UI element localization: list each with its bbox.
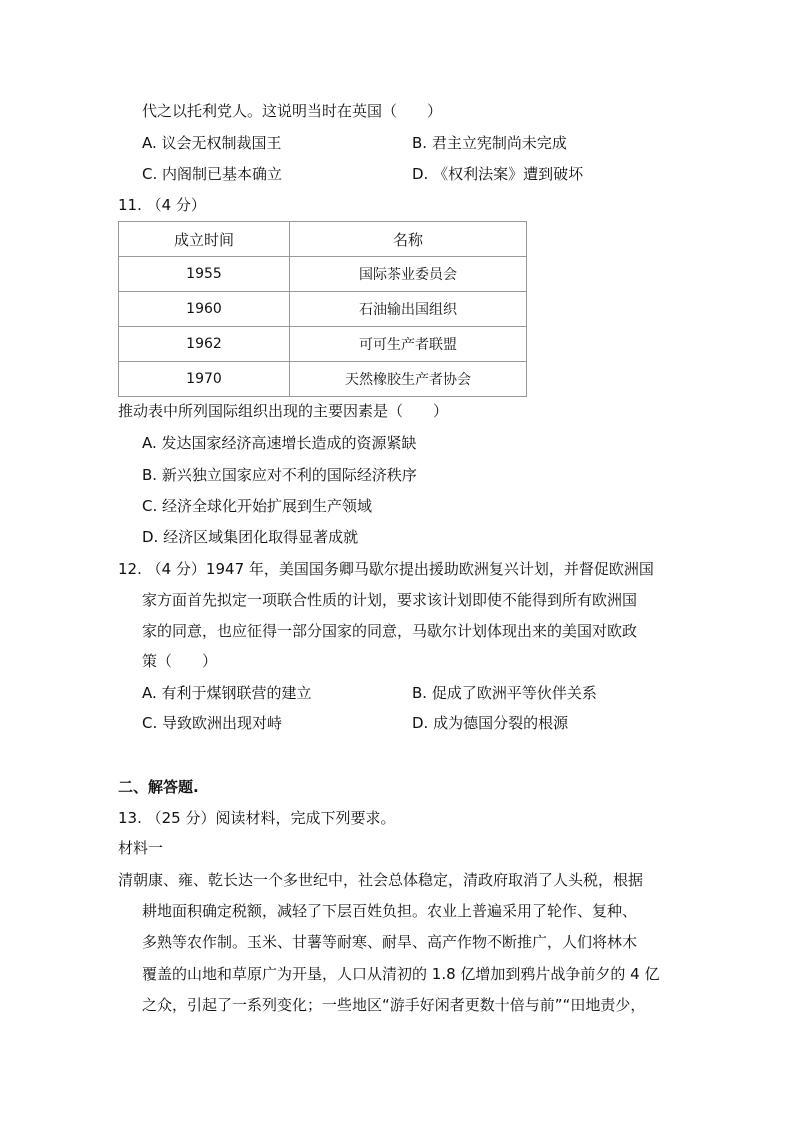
section-title: 二、解答题. bbox=[118, 778, 199, 796]
q11-header: 11. （4 分） bbox=[118, 196, 206, 214]
q13-material-line-1: 清朝康、雍、乾长达一个多世纪中，社会总体稳定，清政府取消了人头税，根据 bbox=[118, 871, 644, 889]
table-row bbox=[119, 292, 527, 327]
column-header-time: 成立时间 bbox=[119, 222, 290, 257]
table-row bbox=[119, 327, 527, 362]
cell-year: 1962 bbox=[119, 327, 290, 362]
q11-option-d: D. 经济区域集团化取得显著成就 bbox=[142, 528, 359, 546]
q10-option-c: C. 内阁制已基本确立 bbox=[142, 165, 283, 183]
q10-stem-tail: 代之以托利党人。这说明当时在英国（ ） bbox=[142, 102, 443, 120]
q11-stem: 推动表中所列国际组织出现的主要因素是（ ） bbox=[118, 402, 449, 420]
q13-material-line-5: 之众，引起了一系列变化；一些地区“游手好闲者更数十倍与前”“田地责少， bbox=[142, 996, 646, 1014]
cell-org-name: 可可生产者联盟 bbox=[290, 327, 527, 362]
cell-year: 1955 bbox=[119, 257, 290, 292]
q12-option-c: C. 导致欧洲出现对峙 bbox=[142, 714, 283, 732]
cell-year: 1960 bbox=[119, 292, 290, 327]
q10-option-b: B. 君主立宪制尚未完成 bbox=[412, 134, 567, 152]
q13-material-label: 材料一 bbox=[118, 839, 164, 857]
q13-header: 13. （25 分）阅读材料，完成下列要求。 bbox=[118, 809, 396, 827]
column-header-name: 名称 bbox=[290, 222, 527, 257]
q11-option-b: B. 新兴独立国家应对不利的国际经济秩序 bbox=[142, 466, 417, 484]
q12-line-4: 策（ ） bbox=[142, 652, 218, 670]
q10-option-d: D. 《权利法案》遭到破坏 bbox=[412, 165, 584, 183]
cell-year: 1970 bbox=[119, 362, 290, 397]
cell-org-name: 石油输出国组织 bbox=[290, 292, 527, 327]
q12-option-d: D. 成为德国分裂的根源 bbox=[412, 714, 569, 732]
cell-org-name: 国际茶业委员会 bbox=[290, 257, 527, 292]
q12-line-1: 12. （4 分）1947 年，美国国务卿马歇尔提出援助欧洲复兴计划，并督促欧洲国 bbox=[118, 560, 654, 578]
table-header-row bbox=[119, 222, 527, 257]
q13-material-line-4: 覆盖的山地和草原广为开垦，人口从清初的 1.8 亿增加到鸦片战争前夕的 4 亿 bbox=[142, 965, 660, 983]
q12-option-a: A. 有利于煤钢联营的建立 bbox=[142, 684, 312, 702]
q13-material-line-2: 耕地面积确定税额，减轻了下层百姓负担。农业上普遍采用了轮作、复种、 bbox=[142, 902, 638, 920]
q11-option-c: C. 经济全球化开始扩展到生产领域 bbox=[142, 497, 373, 515]
q12-line-3: 家的同意，也应征得一部分国家的同意，马歇尔计划体现出来的美国对欧政 bbox=[142, 622, 638, 640]
table-row bbox=[119, 257, 527, 292]
cell-org-name: 天然橡胶生产者协会 bbox=[290, 362, 527, 397]
table-row bbox=[119, 362, 527, 397]
q10-option-a: A. 议会无权制裁国王 bbox=[142, 134, 282, 152]
q12-option-b: B. 促成了欧洲平等伙伴关系 bbox=[412, 684, 597, 702]
q13-material-line-3: 多熟等农作制。玉米、甘薯等耐寒、耐旱、高产作物不断推广，人们将林木 bbox=[142, 933, 638, 951]
q11-option-a: A. 发达国家经济高速增长造成的资源紧缺 bbox=[142, 434, 417, 452]
q11-table bbox=[118, 221, 527, 397]
q12-line-2: 家方面首先拟定一项联合性质的计划，要求该计划即使不能得到所有欧洲国 bbox=[142, 591, 638, 609]
